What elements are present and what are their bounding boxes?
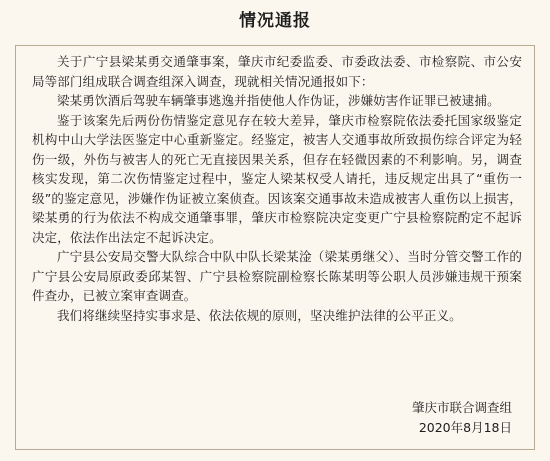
paragraph-arrest: 梁某勇饮酒后驾驶车辆肇事逃逸并指使他人作伪证，涉嫌妨害作证罪已被逮捕。 [57,93,500,108]
paragraph-officials: 广宁县公安局交警大队综合中队中队长梁某淦（梁某勇继父）、当时分管交警工作的广宁县公安局原政委邱某智、广宁县检察院副检察长陈某明等公职人员涉嫌违规干预案件查办，已被立案审查调查。 [32,249,522,303]
page-title: 情况通报 [239,11,311,31]
notice-body [32,52,522,325]
signature-org: 肇庆市联合调查组 [411,400,512,415]
paragraph-appraisal: 鉴于该案先后两份伤情鉴定意见存在较大差异，肇庆市检察院依法委托国家级鉴定机构中山大学法医鉴定中心重新鉴定。经鉴定，被害人交通事故所致损伤综合评定为轻伤一级，外伤与被害人的死亡无直接因果关系，但存在轻微因素的不利影响。另，调查核实发现，第二次伤情鉴定过程中，鉴定人梁某权受人请托，违反规定出具了“重伤一级”的鉴定意见，涉嫌作伪证被立案侦查。因该案交通事故未造成被害人重伤以上损害，梁某勇的行为依法不构成交通肇事罪，肇庆市检察院决定变更广宁县检察院酌定不起诉决定，依法作出法定不起诉决定。 [32,112,522,245]
signature-date: 2020年8月18日 [418,420,512,435]
paragraph-intro: 关于广宁县梁某勇交通肇事案，肇庆市纪委监委、市委政法委、市检察院、市公安局等部门组成联合调查组深入调查，现就相关情况通报如下： [32,54,522,89]
paragraph-commitment: 我们将继续坚持实事求是、依法依规的原则，坚决维护法律的公平正义。 [57,307,462,323]
signature-block [412,398,512,438]
